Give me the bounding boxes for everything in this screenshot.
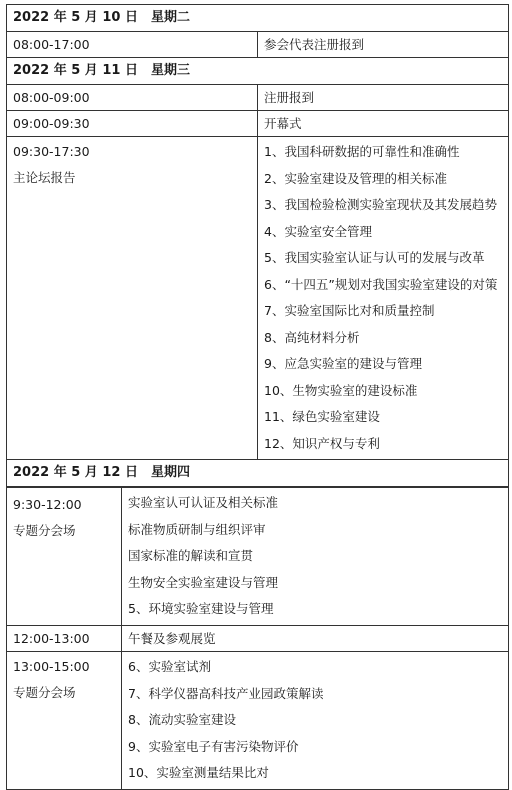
day3-date: 2022 年 5 月 12 日 星期四	[7, 460, 509, 487]
session-items-cell	[122, 651, 509, 789]
session-time-cell	[7, 651, 122, 789]
time-cell: 08:00-09:00	[7, 85, 258, 111]
agenda-table-day1-day2	[6, 4, 509, 487]
time-cell: 08:00-17:00	[7, 32, 258, 58]
session-row	[7, 488, 509, 626]
forum-label: 主论坛报告	[13, 170, 76, 185]
session-time: 13:00-15:00	[13, 658, 90, 674]
time-cell: 09:00-09:30	[7, 111, 258, 137]
forum-row	[7, 137, 509, 460]
session-item: 10、实验室测量结果比对	[128, 765, 269, 781]
forum-item: 6、“十四五”规划对我国实验室建设的对策	[264, 276, 498, 292]
forum-item: 9、应急实验室的建设与管理	[264, 356, 422, 371]
forum-item: 8、高纯材料分析	[264, 329, 360, 345]
session-label: 专题分会场	[13, 684, 76, 700]
content-cell: 注册报到	[258, 85, 509, 111]
schedule-row	[7, 32, 509, 58]
forum-item: 12、知识产权与专利	[264, 435, 380, 451]
time-cell: 12:00-13:00	[7, 625, 122, 651]
session-item: 标准物质研制与组织评审	[128, 521, 266, 537]
session-item: 5、环境实验室建设与管理	[128, 601, 274, 617]
session-time-cell	[7, 488, 122, 626]
schedule-row	[7, 625, 509, 651]
content-cell: 参会代表注册报到	[258, 32, 509, 58]
forum-item: 11、绿色实验室建设	[264, 409, 380, 424]
forum-item: 10、生物实验室的建设标准	[264, 382, 418, 398]
forum-item: 5、我国实验室认证与认可的发展与改革	[264, 250, 485, 265]
forum-time: 09:30-17:30	[13, 144, 90, 159]
forum-item: 7、实验室国际比对和质量控制	[264, 303, 435, 318]
session-item: 实验室认可认证及相关标准	[128, 495, 279, 510]
session-row	[7, 651, 509, 789]
day1-date: 2022 年 5 月 10 日 星期二	[7, 5, 509, 32]
session-time: 9:30-12:00	[13, 497, 82, 512]
session-item: 生物安全实验室建设与管理	[128, 574, 279, 590]
session-item: 8、流动实验室建设	[128, 712, 236, 728]
schedule-row	[7, 85, 509, 111]
session-item: 6、实验室试剂	[128, 658, 211, 674]
agenda-table-day3	[6, 487, 509, 790]
day-header-row	[7, 58, 509, 85]
forum-item: 2、实验室建设及管理的相关标准	[264, 170, 447, 186]
forum-item: 4、实验室安全管理	[264, 223, 372, 239]
session-items-cell	[122, 488, 509, 626]
forum-item: 3、我国检验检测实验室现状及其发展趋势	[264, 197, 497, 212]
day-header-row	[7, 460, 509, 487]
session-item: 国家标准的解读和宣贯	[128, 548, 254, 564]
forum-items-cell	[258, 137, 509, 460]
content-cell: 午餐及参观展览	[122, 625, 509, 651]
schedule-row	[7, 111, 509, 137]
content-cell: 开幕式	[258, 111, 509, 137]
session-item: 9、实验室电子有害污染物评价	[128, 738, 299, 754]
day2-date: 2022 年 5 月 11 日 星期三	[7, 58, 509, 85]
session-label: 专题分会场	[13, 523, 76, 538]
forum-item: 1、我国科研数据的可靠性和准确性	[264, 144, 460, 159]
forum-time-cell	[7, 137, 258, 460]
session-item: 7、科学仪器高科技产业园政策解读	[128, 685, 324, 701]
day-header-row	[7, 5, 509, 32]
